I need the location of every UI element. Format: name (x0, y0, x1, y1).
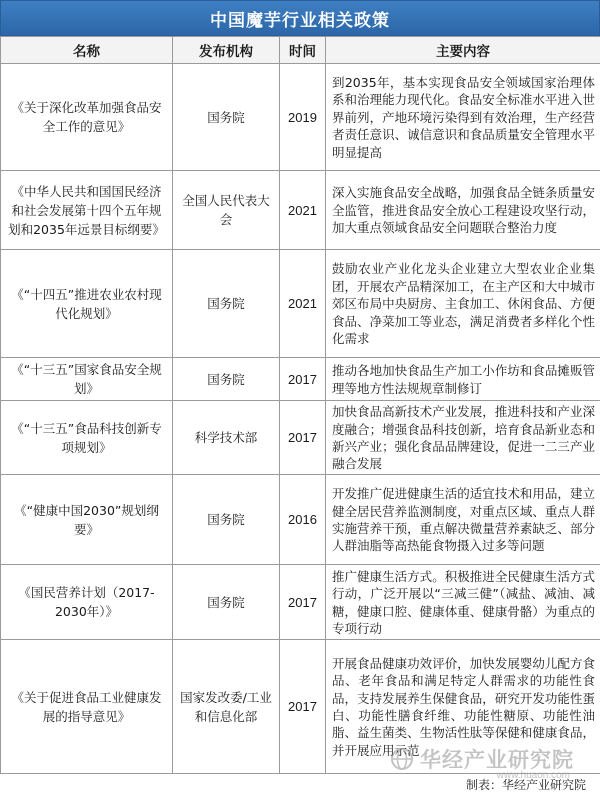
policy-content: 开发推广促进健康生活的适宜技术和用品，建立健全居民营养监测制度，对重点区域、重点人群实施营养干预，重点解决微量营养素缺乏、部分人群油脂等高热能食物摄入过多等问题 (326, 475, 600, 565)
policy-year: 2021 (280, 171, 326, 250)
policy-content: 推广健康生活方式。积极推进全民健康生活方式行动，广泛开展以“三减三健”（减盐、减油、减糖，健康口腔、健康体重、健康骨骼）为重点的专项行动 (326, 565, 600, 640)
policy-name: 《关于促进食品工业健康发展的指导意见》 (1, 640, 173, 774)
policy-year: 2017 (280, 358, 326, 401)
policy-name: 《“十四五”推进农业农村现代化规划》 (1, 250, 173, 358)
table-row (1, 64, 600, 171)
watermark-text: 华经产业研究院 (420, 744, 574, 774)
header-row (1, 37, 600, 64)
policy-year: 2019 (280, 64, 326, 171)
policy-name: 《关于深化改革加强食品安全工作的意见》 (1, 64, 173, 171)
policy-name: 《“十三五”国家食品安全规划》 (1, 358, 173, 401)
policy-content: 鼓励农业产业化龙头企业建立大型农业企业集团，开展农产品精深加工，在主产区和大中城市郊区布局中央厨房、主食加工、休闲食品、方便食品、净菜加工等业态，满足消费者多样化个性化需求 (326, 250, 600, 358)
policy-year: 2017 (280, 401, 326, 475)
policy-year: 2017 (280, 640, 326, 774)
table-row (1, 565, 600, 640)
policy-content: 推动各地加快食品生产加工小作坊和食品摊贩管理等地方性法规规章制修订 (326, 358, 600, 401)
policy-org: 科学技术部 (173, 401, 280, 475)
table-title: 中国魔芋行业相关政策 (0, 0, 600, 36)
policy-org: 全国人民代表大会 (173, 171, 280, 250)
table-row (1, 475, 600, 565)
table-row (1, 640, 600, 774)
policy-org: 国家发改委/工业和信息化部 (173, 640, 280, 774)
policy-content: 深入实施食品安全战略，加强食品全链条质量安全监管，推进食品安全放心工程建设攻坚行动，加大重点领域食品安全问题联合整治力度 (326, 171, 600, 250)
source-note: 制表：华经产业研究院 (0, 774, 600, 796)
table-row (1, 250, 600, 358)
table-row (1, 401, 600, 475)
table-row (1, 358, 600, 401)
policy-org: 国务院 (173, 475, 280, 565)
header-org: 发布机构 (173, 37, 280, 64)
policy-name: 《国民营养计划（2017-2030年）》 (1, 565, 173, 640)
policy-year: 2021 (280, 250, 326, 358)
policy-year: 2016 (280, 475, 326, 565)
policy-org: 国务院 (173, 358, 280, 401)
header-year: 时间 (280, 37, 326, 64)
policy-content: 加快食品高新技术产业发展，推进科技和产业深度融合；增强食品科技创新，培育食品新业态和新兴产业；强化食品品牌建设，促进一二三产业融合发展 (326, 401, 600, 475)
policy-name: 《“健康中国2030”规划纲要》 (1, 475, 173, 565)
watermark-url: www.huaon.com (497, 770, 570, 781)
policy-year: 2017 (280, 565, 326, 640)
header-name: 名称 (1, 37, 173, 64)
policy-name: 《中华人民共和国国民经济和社会发展第十四个五年规划和2035年远景目标纲要》 (1, 171, 173, 250)
policy-table (0, 36, 600, 774)
header-content: 主要内容 (326, 37, 600, 64)
policy-content: 到2035年，基本实现食品安全领域国家治理体系和治理能力现代化。食品安全标准水平进入世界前列，产地环境污染得到有效治理，生产经营者责任意识、诚信意识和食品质量安全管理水平明显提高 (326, 64, 600, 171)
policy-content: 开展食品健康功效评价，加快发展婴幼儿配方食品、老年食品和满足特定人群需求的功能性食品，支持发展养生保健食品，研究开发功能性蛋白、功能性膳食纤维、功能性糖原、功能性油脂、益生菌类、生物活性肽等保健和健康食品，并开展应用示范 (326, 640, 600, 774)
policy-name: 《“十三五”食品科技创新专项规划》 (1, 401, 173, 475)
table-row (1, 171, 600, 250)
policy-org: 国务院 (173, 565, 280, 640)
policy-org: 国务院 (173, 64, 280, 171)
policy-org: 国务院 (173, 250, 280, 358)
